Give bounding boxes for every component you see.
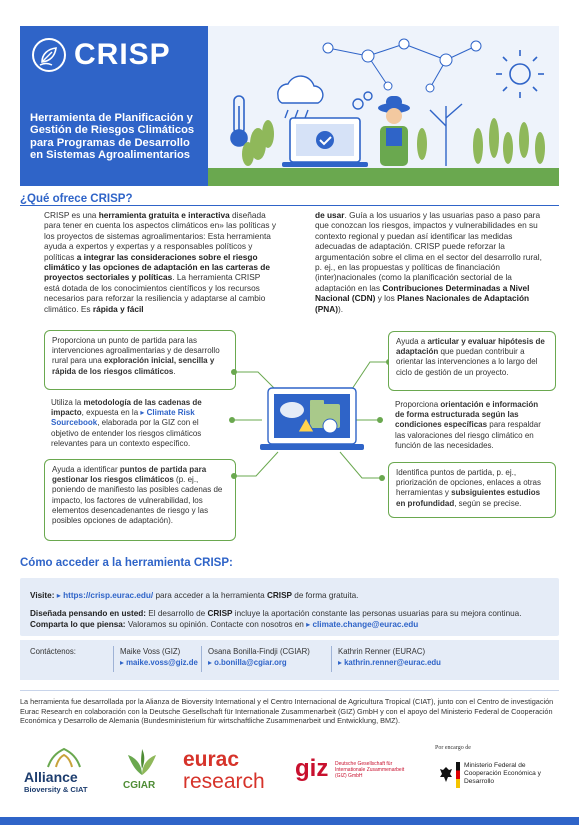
bottom-bar	[0, 817, 579, 825]
alliance-logo: Alliance Bioversity & CIAT	[20, 747, 105, 799]
bmz-logo: Por encargo de Ministerio Federal de Cooperación Económica y Desarrollo	[435, 745, 559, 801]
design-line: Diseñada pensando en usted: El desarrollo de CRISP incluye la aportación constante las personas usuarias para su mejora continua.	[30, 609, 522, 618]
offer-col2: de usar. Guía a los usuarios y las usuarias paso a paso para que conozcan los riesgos, impactos y vulnerabilidades en su contexto regional y puedan así identificar las medidas adecuadas de adaptación. CRISP puede reforzar la argumentación sobre el clima en el sector del desarrollo rural, p. ej., en las propuestas y políticas de financiación (inter)nacionales (como la planificación sectorial de la adaptación en las Contribuciones Determinadas a Nivel Nacional (CDN) y los Planes Nacionales de Adaptación (PNA)).	[315, 210, 542, 314]
divider	[201, 646, 202, 672]
eurac-logo: eurac research	[183, 748, 265, 793]
divider	[113, 646, 114, 672]
crisp-logo-text: CRISP	[74, 38, 171, 71]
eagle-icon	[439, 765, 453, 783]
feature-box-right-2: Proporciona orientación e información de forma estructurada según las condiciones específicas para respaldar las valoraciones del riesgo climático en función de las necesidades.	[388, 395, 556, 456]
email-link[interactable]: ▸ climate.change@eurac.edu	[306, 620, 419, 629]
feature-box-left-2: Utiliza la metodología de las cadenas de impacto, expuesta en la ▸ Climate Risk Sourcebook, elaborada por la GIZ con el objetivo de entender los riesgos climáticos relevantes para un contexto específico.	[44, 393, 234, 454]
connector-dot	[377, 417, 383, 423]
access-heading: Cómo acceder a la herramienta CRISP:	[20, 557, 233, 569]
german-flag-icon	[456, 762, 460, 788]
feature-box-left-1: Proporciona un punto de partida para las intervenciones agroalimentarias y de desarrollo rural para una exploración inicial, sencilla y rápida de los riesgos climáticos.	[44, 330, 236, 390]
sourcebook-link[interactable]: ▸ Climate Risk Sourcebook	[51, 408, 195, 428]
feature-box-right-3: Identifica puntos de partida, p. ej., priorización de opciones, enlaces a otras herramientas y subsiguientes estudios en profundidad, según se precise.	[388, 462, 556, 518]
divider	[20, 690, 559, 691]
contact-1-email[interactable]: ▸ maike.voss@giz.de	[120, 658, 198, 667]
access-panel	[20, 578, 559, 636]
connector-dot	[231, 473, 237, 479]
contact-1: Maike Voss (GIZ) ▸ maike.voss@giz.de	[120, 647, 198, 667]
visit-line: Visite: ▸ https://crisp.eurac.edu/ para acceder a la herramienta CRISP de forma gratuita.	[30, 591, 359, 600]
contact-2: Osana Bonilla-Findji (CGIAR) ▸ o.bonilla@cgiar.org	[208, 647, 310, 667]
header-subtitle: Herramienta de Planificación y Gestión de Riesgos Climáticos para Programas de Desarrollo en Sistemas Agroalimentarios	[30, 112, 195, 162]
connector-dot	[229, 417, 235, 423]
footer-text: La herramienta fue desarrollada por la Alianza de Bioversity International y el Centro Internacional de Agricultura Tropical (CIAT), junto con el Centro de investigación Eurac Research en colaboración con la Deutsche Gesellschaft für Internationale Zusammenarbeit (GIZ) GmbH y con el apoyo del Ministerio Federal de Cooperación Económica y Desarrollo de Alemania (Bundesministerium für wirtschaftliche Zusammenarbeit und Entwicklung, BMZ).	[20, 697, 554, 726]
offer-col1: CRISP es una herramienta gratuita e interactiva diseñada para tener en cuenta los aspectos climáticos en» las políticas y los proyectos de sistemas agroalimentarios: Esta herramienta ayuda a expertos y expertas y a responsables políticos y políticas a integrar las consideraciones sobre el riesgo climático y las opciones de adaptación en las carteras de proyectos sectoriales y políticas. La herramienta CRISP está dotada de los conocimientos científicos y los recursos necesarios para reforzar la resiliencia y adaptarse al cambio climático. Es rápida y fácil	[44, 210, 276, 314]
partner-logos	[20, 745, 559, 805]
connector-dot	[231, 369, 237, 375]
connector-dot	[379, 475, 385, 481]
contacts-label: Contáctenos:	[30, 647, 76, 656]
feature-box-left-3: Ayuda a identificar puntos de partida para gestionar los riesgos climáticos (p. ej., poniendo de manifiesto las posibles cadenas de impacto, los factores de vulnerabilidad, los elementos desencadenantes de riesgo y las posibles opciones de adaptación).	[44, 459, 236, 541]
contact-3-email[interactable]: ▸ kathrin.renner@eurac.edu	[338, 658, 441, 667]
center-laptop-illustration	[258, 386, 366, 456]
contact-3: Kathrin Renner (EURAC) ▸ kathrin.renner@eurac.edu	[338, 647, 441, 667]
feature-box-right-1: Ayuda a articular y evaluar hipótesis de adaptación que puedan contribuir a orientar las intervenciones a lo largo del ciclo de gestión de un proyecto.	[388, 331, 556, 391]
cgiar-logo: CGIAR	[120, 747, 166, 799]
share-line: Comparta lo que piensa: Valoramos su opinión. Contacte con nosotros en ▸ climate.change@eurac.edu	[30, 620, 419, 629]
giz-logo: giz Deutsche Gesellschaft für Internationale Zusammenarbeit (GIZ) GmbH	[295, 755, 405, 782]
divider	[331, 646, 332, 672]
contacts-panel	[20, 640, 559, 680]
crisp-url-link[interactable]: ▸ https://crisp.eurac.edu/	[56, 591, 154, 600]
contact-2-email[interactable]: ▸ o.bonilla@cgiar.org	[208, 658, 287, 667]
offer-heading: ¿Qué ofrece CRISP?	[20, 193, 133, 205]
